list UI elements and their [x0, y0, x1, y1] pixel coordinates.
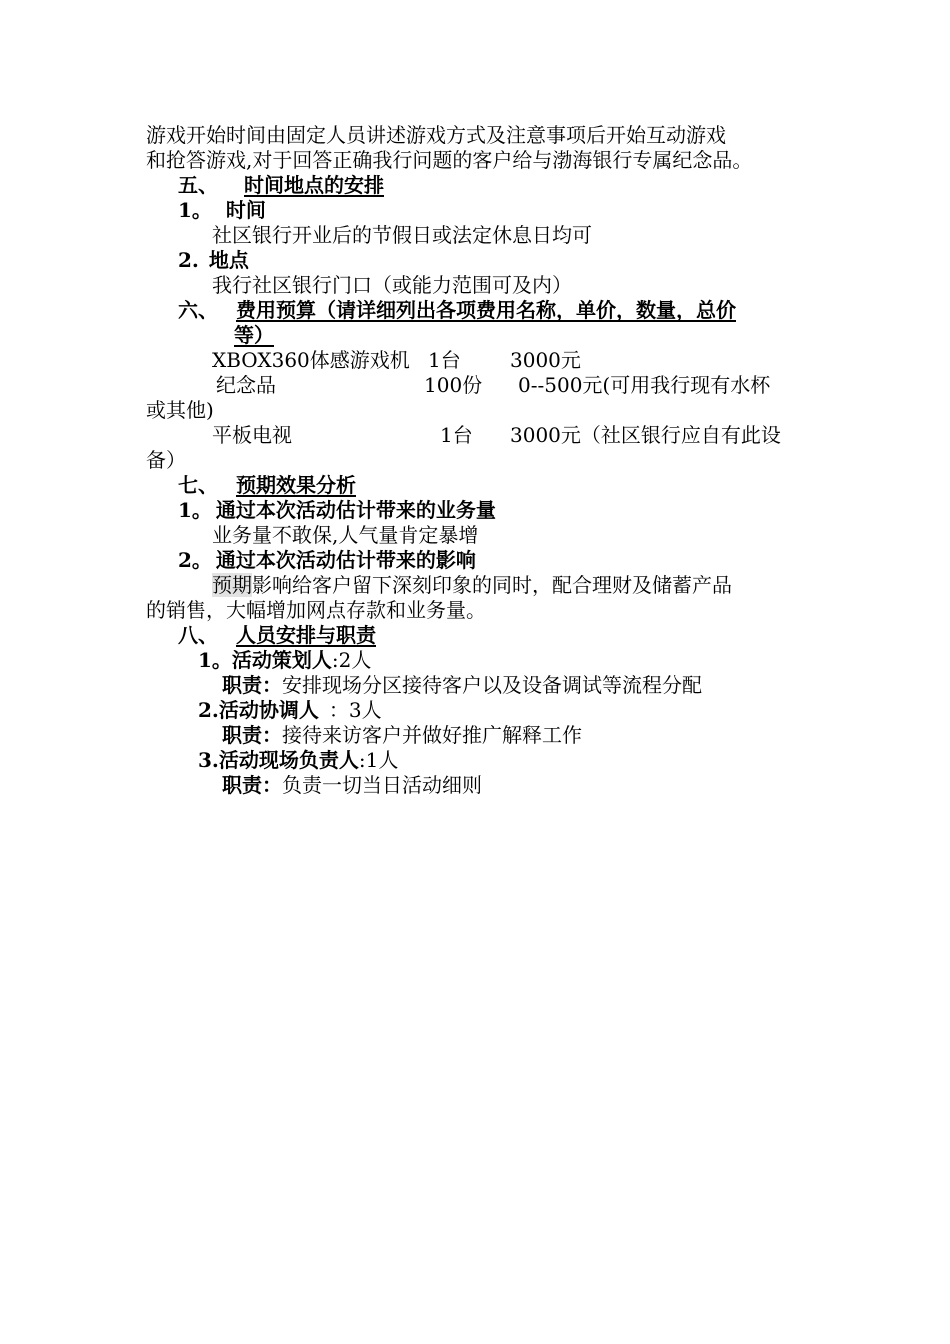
duty-label: 职责：: [222, 723, 282, 747]
section-7-heading: [178, 473, 356, 497]
section-title: 费用预算（请详细列出各项费用名称，单价，数量，总价: [236, 298, 736, 322]
s5-item-1-text: 社区银行开业后的节假日或法定休息日均可: [212, 223, 592, 247]
budget-row-cont: 备）: [146, 448, 186, 472]
section-title: 时间地点的安排: [244, 173, 384, 197]
item-title: 通过本次活动估计带来的影响: [215, 548, 476, 572]
budget-item-name: XBOX360体感游戏机: [212, 348, 410, 372]
section-number: 七、: [178, 473, 218, 497]
role-count: :2人: [331, 648, 372, 672]
duty-label: 职责：: [222, 773, 282, 797]
item-number: 2。: [178, 548, 212, 572]
budget-item-name: 纪念品: [216, 373, 276, 397]
section-6-heading-cont: 等）: [234, 323, 274, 347]
item-number: 1。: [178, 198, 212, 222]
budget-row-cont: 或其他): [146, 398, 214, 422]
paragraph-text: 影响给客户留下深刻印象的同时，配合理财及储蓄产品: [252, 573, 732, 597]
section-title: 人员安排与职责: [236, 623, 376, 647]
role-label: 3.活动现场负责人: [198, 748, 359, 772]
budget-item-qty: 1台: [428, 348, 461, 372]
item-number: 2.: [178, 248, 199, 272]
s5-item-1-heading: [178, 198, 266, 222]
role-count: :1人: [358, 748, 399, 772]
item-title: 时间: [225, 198, 266, 222]
s7-item-1-heading: [178, 498, 496, 522]
section-title: 预期效果分析: [236, 473, 356, 497]
budget-item-qty: 100份: [424, 373, 483, 397]
budget-item-price: 3000元（社区银行应自有此设: [510, 423, 781, 447]
section-number: 八、: [178, 623, 218, 647]
role-label: 1。活动策划人: [198, 648, 332, 672]
budget-row: [212, 348, 912, 372]
duty-label: 职责：: [222, 673, 282, 697]
budget-item-name: 平板电视: [212, 423, 292, 447]
budget-item-price: 0--500元(可用我行现有水杯: [518, 373, 771, 397]
s5-item-2-heading: [178, 248, 249, 272]
section-number: 六、: [178, 298, 218, 322]
item-title: 通过本次活动估计带来的业务量: [215, 498, 496, 522]
role-count: ：3人: [328, 698, 382, 722]
s7-item-2-text-cont: 的销售，大幅增加网点存款和业务量。: [146, 598, 486, 622]
role-item: [198, 698, 382, 722]
intro-line-1: 游戏开始时间由固定人员讲述游戏方式及注意事项后开始互动游戏: [146, 123, 726, 147]
budget-row: [212, 373, 912, 397]
role-label: 2.活动协调人: [198, 698, 319, 722]
duty-text: 接待来访客户并做好推广解释工作: [282, 723, 582, 747]
role-duty: [222, 773, 482, 797]
section-5-heading: [178, 173, 384, 197]
role-item: [198, 648, 371, 672]
duty-text: 安排现场分区接待客户以及设备调试等流程分配: [282, 673, 702, 697]
s7-item-2-heading: [178, 548, 476, 572]
highlighted-text: 预期: [212, 573, 252, 597]
s7-item-2-text: [212, 573, 732, 597]
budget-item-price: 3000元: [510, 348, 581, 372]
duty-text: 负责一切当日活动细则: [282, 773, 482, 797]
budget-row: [212, 423, 912, 447]
role-duty: [222, 723, 582, 747]
role-item: [198, 748, 398, 772]
section-number: 五、: [178, 173, 218, 197]
s7-item-1-text: 业务量不敢保,人气量肯定暴增: [212, 523, 479, 547]
item-title: 地点: [208, 248, 249, 272]
item-number: 1。: [178, 498, 212, 522]
intro-line-2: 和抢答游戏,对于回答正确我行问题的客户给与渤海银行专属纪念品。: [146, 148, 753, 172]
section-6-heading: [178, 298, 736, 322]
s5-item-2-text: 我行社区银行门口（或能力范围可及内）: [212, 273, 572, 297]
role-duty: [222, 673, 702, 697]
budget-item-qty: 1台: [440, 423, 473, 447]
section-8-heading: [178, 623, 376, 647]
